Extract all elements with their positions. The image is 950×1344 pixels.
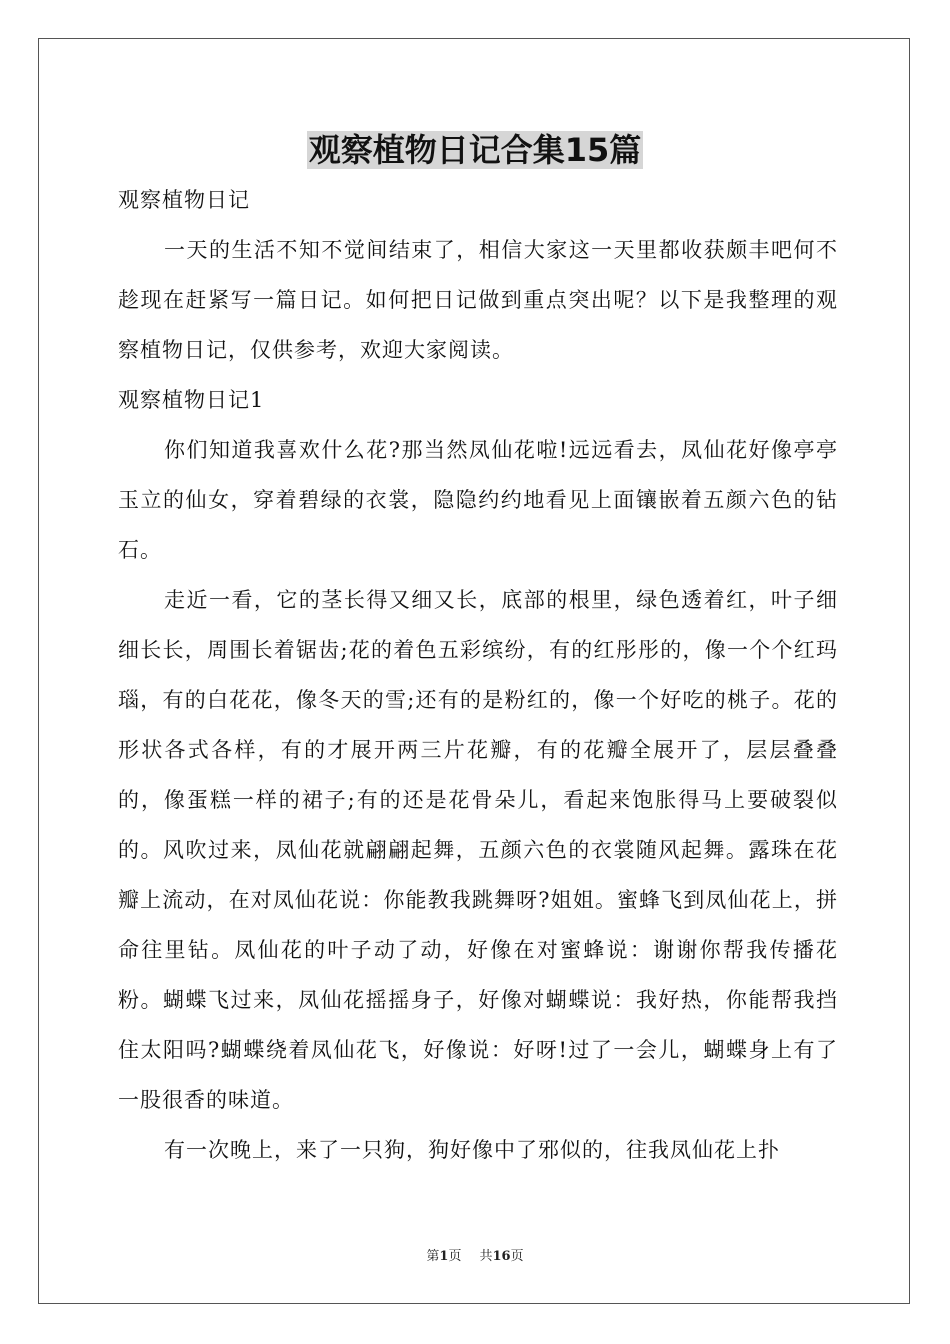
total-suffix: 页 (510, 1249, 524, 1264)
document-title (0, 126, 950, 174)
page-footer (0, 1248, 950, 1266)
page-number: 1 (439, 1249, 449, 1264)
document-title-text: 观察植物日记合集15篇 (308, 131, 642, 169)
page-suffix: 页 (448, 1249, 462, 1264)
total-prefix: 共 (479, 1249, 493, 1264)
section-heading: 观察植物日记1 (118, 388, 265, 412)
body-paragraph: 走近一看，它的茎长得又细又长，底部的根里，绿色透着红，叶子细细长长，周围长着锯齿;花的着色五彩缤纷，有的红彤彤的，像一个个红玛瑙，有的白花花，像冬天的雪;还有的是粉红的，像一个好吃的桃子。花的形状各式各样，有的才展开两三片花瓣，有的花瓣全展开了，层层叠叠的，像蛋糕一样的裙子;有的还是花骨朵儿，看起来饱胀得马上要破裂似的。风吹过来，凤仙花就翩翩起舞，五颜六色的衣裳随风起舞。露珠在花瓣上流动，在对凤仙花说：你能教我跳舞呀?姐姐。蜜蜂飞到凤仙花上，拼命往里钻。凤仙花的叶子动了动，好像在对蜜蜂说：谢谢你帮我传播花粉。蝴蝶飞过来，凤仙花摇摇身子，好像对蝴蝶说：我好热，你能帮我挡住太阳吗?蝴蝶绕着凤仙花飞，好像说：好呀!过了一会儿，蝴蝶身上有了一股很香的味道。 (118, 588, 838, 1112)
document-body (118, 175, 838, 1175)
body-paragraph: 有一次晚上，来了一只狗，狗好像中了邪似的，往我凤仙花上扑 (164, 1138, 780, 1162)
total-pages: 16 (492, 1249, 511, 1264)
body-paragraph: 你们知道我喜欢什么花?那当然凤仙花啦!远远看去，凤仙花好像亭亭玉立的仙女，穿着碧绿的衣裳，隐隐约约地看见上面镶嵌着五颜六色的钻石。 (118, 438, 838, 562)
page-prefix: 第 (426, 1249, 440, 1264)
body-paragraph: 一天的生活不知不觉间结束了，相信大家这一天里都收获颇丰吧何不趁现在赶紧写一篇日记。如何把日记做到重点突出呢？以下是我整理的观察植物日记，仅供参考，欢迎大家阅读。 (118, 238, 838, 362)
section-heading: 观察植物日记 (118, 188, 250, 212)
